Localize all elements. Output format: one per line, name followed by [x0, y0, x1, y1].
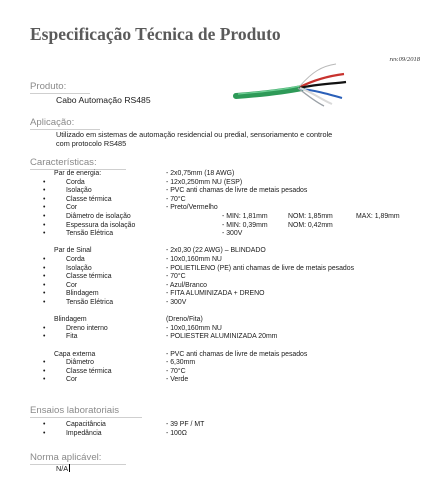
spec-row — [0, 265, 446, 274]
spec-value: - 70°C — [166, 273, 186, 281]
application-line-2: com protocolo RS485 — [56, 139, 127, 148]
spec-value: - PVC anti chamas de livre de metais pesados — [166, 187, 308, 195]
spec-value: - 2x0,30 (22 AWG) – BLINDADO — [166, 247, 266, 255]
spec-row — [0, 351, 446, 360]
bullet-icon: • — [43, 204, 46, 212]
bullet-icon: • — [43, 178, 46, 186]
bullet-icon: • — [43, 187, 46, 195]
spec-value: - POLIETILENO (PE) anti chamas de livre de metais pesados — [166, 264, 355, 272]
cable-illustration-icon — [232, 58, 352, 108]
bullet-icon: • — [43, 264, 46, 272]
spec-row — [0, 204, 446, 213]
bullet-icon: • — [43, 421, 46, 428]
spec-row — [0, 196, 446, 205]
spec-label: Fita — [66, 333, 78, 341]
spec-value: - PVC anti chamas de livre de metais pesados — [166, 350, 308, 358]
section-divider — [30, 93, 90, 94]
spec-row — [0, 213, 446, 222]
application-line-1: Utilizado em sistemas de automação residencial ou predial, sensoriamento e controle — [56, 130, 333, 139]
bullet-icon: • — [43, 221, 46, 229]
section-heading-norma: Norma aplicável: — [30, 452, 102, 463]
section-heading-aplicacao: Aplicação: — [30, 117, 75, 128]
cable-jacket — [236, 88, 302, 96]
text-cursor — [69, 464, 70, 472]
spec-label: Corda — [66, 178, 85, 186]
spec-value: - 12x0,250mm NU (ESP) — [166, 178, 243, 186]
spec-label: Cor — [66, 281, 78, 289]
spec-row — [0, 316, 446, 325]
section-divider — [30, 417, 142, 418]
section-heading-produto: Produto: — [30, 81, 67, 92]
spec-label: Diâmetro — [66, 359, 94, 367]
spec-row — [0, 376, 446, 385]
spec-row — [0, 247, 446, 256]
bullet-icon: • — [43, 367, 46, 375]
spec-value: - 100Ω — [166, 429, 187, 437]
spec-value: - Preto/Vermelho — [166, 204, 218, 212]
bullet-icon: • — [43, 256, 46, 263]
bullet-icon: • — [43, 230, 46, 238]
spec-row — [0, 325, 446, 334]
bullet-icon: • — [43, 376, 46, 384]
bullet-icon: • — [43, 333, 46, 341]
spec-label: Par de Sinal — [54, 247, 92, 255]
spec-value-c2: NOM: 0,42mm — [288, 221, 333, 229]
spec-label: Corda — [66, 256, 85, 263]
spec-label: Par de energia: — [54, 170, 102, 177]
bullet-icon: • — [43, 213, 46, 220]
spec-value: - 300V — [166, 299, 187, 306]
spec-value: - 6,30mm — [166, 359, 196, 367]
spec-label: Diâmetro de isolação — [66, 213, 131, 220]
spec-row — [0, 282, 446, 291]
spec-value: - Azul/Branco — [166, 281, 207, 289]
spec-label: Cor — [66, 376, 78, 384]
spec-row — [0, 230, 446, 239]
section-heading-caracteristicas: Características: — [30, 157, 97, 168]
norma-value: N/A — [56, 464, 69, 473]
spec-label: Classe térmica — [66, 195, 112, 203]
spec-value: - Verde — [166, 376, 189, 384]
spec-row — [0, 421, 446, 430]
spec-label: Capacitância — [66, 421, 106, 428]
spec-value: - 10x0,160mm NU — [166, 256, 222, 263]
spec-row — [0, 290, 446, 299]
bullet-icon: • — [43, 273, 46, 281]
spec-row — [0, 187, 446, 196]
spec-label: Tensão Elétrica — [66, 299, 114, 306]
spec-value: - 10x0,160mm NU — [166, 324, 222, 332]
spec-value: - 70°C — [166, 195, 186, 203]
bullet-icon: • — [43, 429, 46, 437]
spec-row — [0, 430, 446, 439]
spec-label: Blindagem — [66, 290, 99, 298]
bullet-icon: • — [43, 299, 46, 306]
spec-label: Impedância — [66, 429, 102, 437]
spec-label: Classe térmica — [66, 273, 112, 281]
bullet-icon: • — [43, 324, 46, 332]
spec-label: Capa externa — [54, 350, 96, 358]
bullet-icon: • — [43, 290, 46, 298]
spec-value: - 39 PF / MT — [166, 421, 205, 428]
spec-value: (Dreno/Fita) — [166, 316, 203, 324]
spec-value: - POLIESTER ALUMINIZADA 20mm — [166, 333, 278, 341]
spec-value-c2: NOM: 1,85mm — [288, 213, 333, 220]
spec-value-c3: MAX: 1,89mm — [356, 213, 400, 220]
spec-label: Classe térmica — [66, 367, 112, 375]
bullet-icon: • — [43, 195, 46, 203]
bullet-icon: • — [43, 359, 46, 367]
bullet-icon: • — [43, 281, 46, 289]
spec-row — [0, 299, 446, 308]
page-title: Especificação Técnica de Produto — [30, 24, 281, 44]
spec-value-c1: - MIN: 0,39mm — [222, 221, 268, 229]
spec-label: Isolação — [66, 187, 92, 195]
spec-value-c1: - MIN: 1,81mm — [222, 213, 268, 220]
spec-label: Blindagem — [54, 316, 87, 324]
spec-row — [0, 170, 446, 179]
product-name: Cabo Automação RS485 — [56, 95, 151, 105]
spec-label: Espessura da isolação — [66, 221, 136, 229]
revision-label: rev.09/2018 — [389, 56, 420, 63]
spec-value-c1: - 300V — [222, 230, 243, 238]
spec-value: - 2x0,75mm (18 AWG) — [166, 170, 235, 177]
spec-row — [0, 179, 446, 188]
spec-value: - 70°C — [166, 367, 186, 375]
spec-row — [0, 273, 446, 282]
section-heading-ensaios: Ensaios laboratoriais — [30, 405, 120, 416]
spec-label: Isolação — [66, 264, 92, 272]
spec-label: Dreno interno — [66, 324, 108, 332]
spec-label: Tensão Elétrica — [66, 230, 114, 238]
spec-row — [0, 359, 446, 368]
spec-row — [0, 256, 446, 265]
section-divider — [30, 464, 126, 465]
spec-row — [0, 222, 446, 231]
spec-row — [0, 333, 446, 342]
spec-label: Cor — [66, 204, 78, 212]
spec-value: - FITA ALUMINIZADA + DRENO — [166, 290, 265, 298]
spec-row — [0, 368, 446, 377]
